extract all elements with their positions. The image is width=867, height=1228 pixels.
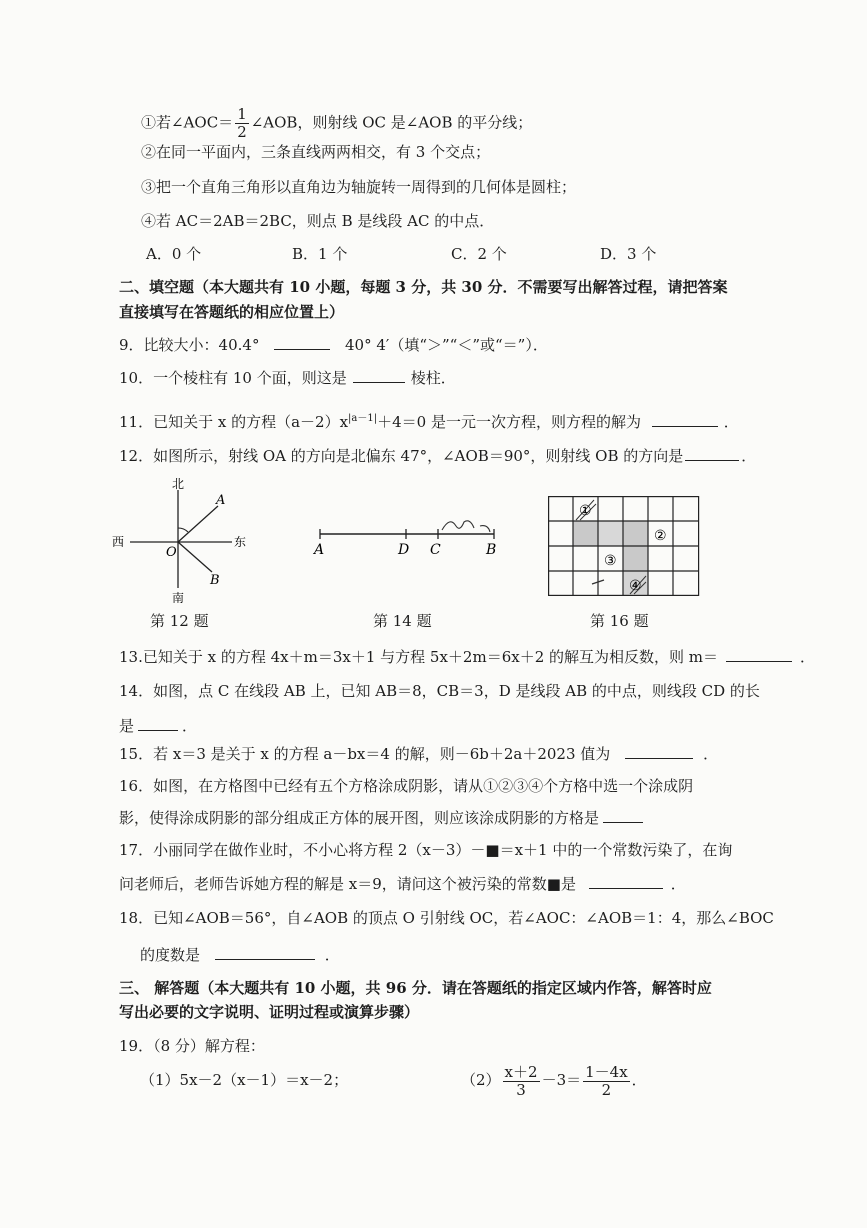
point-b-label: B: [210, 573, 220, 588]
question-14: 14．如图，点 C 在线段 AB 上，已知 AB＝8，CB＝3，D 是线段 AB 的中点，则线段 CD 的长: [119, 682, 760, 700]
question-15: [119, 744, 718, 764]
question-9-text: 9．比较大小：40.4°: [119, 336, 260, 354]
east-label: 东: [234, 535, 247, 549]
question-11-tail: ．: [723, 413, 739, 431]
section-2-heading-line1: 二、填空题（本大题共有 10 小题，每题 3 分，共 30 分．不需要写出解答过程，请把答案: [119, 278, 728, 296]
figure-14-segment: [308, 512, 508, 562]
question-14-tail: ．: [182, 717, 198, 735]
question-19: 19．（8 分）解方程：: [119, 1037, 265, 1055]
grid-lines: [548, 496, 699, 596]
question-11: [119, 409, 739, 432]
shaded-cell: [623, 546, 648, 571]
option-b: B．1 个: [292, 245, 348, 263]
part2-label: （2）: [461, 1071, 501, 1089]
answer-blank-9[interactable]: [274, 335, 330, 350]
north-label: 北: [172, 477, 185, 491]
point-a-label: A: [216, 493, 226, 508]
question-19-part1: （1）5x－2（x－1）＝x－2；: [140, 1071, 349, 1089]
pencil-scribble: [442, 521, 490, 532]
question-15-tail: ．: [703, 745, 719, 763]
question-18: 18．已知∠AOB＝56°，自∠AOB 的顶点 O 引射线 OC，若∠AOC：∠AOB＝1：4，那么∠BOC: [119, 909, 774, 927]
fraction-numerator: 1: [237, 105, 247, 123]
answer-blank-12[interactable]: [685, 446, 739, 461]
answer-blank-15[interactable]: [625, 744, 693, 759]
question-11-exponent: |a－1|: [348, 413, 378, 424]
cell-label-4: ④: [629, 578, 642, 594]
question-17: 17．小丽同学在做作业时，不小心将方程 2（x－3）－■＝x＋1 中的一个常数污染了，在询: [119, 841, 733, 859]
answer-blank-13[interactable]: [726, 647, 792, 662]
fraction-1: [503, 1064, 540, 1099]
figure-12-caption: 第 12 题: [150, 612, 209, 630]
figure-16-caption: 第 16 题: [590, 612, 649, 630]
answer-blank-17[interactable]: [589, 874, 663, 889]
point-d-label: D: [398, 542, 410, 558]
answer-blank-14[interactable]: [138, 716, 178, 731]
cell-label-2: ②: [654, 528, 667, 544]
fraction-denominator: 2: [237, 123, 247, 141]
question-16-cont: [119, 808, 647, 828]
south-label: 南: [172, 591, 185, 605]
question-13-text: 13.已知关于 x 的方程 4x＋m＝3x＋1 与方程 5x＋2m＝6x＋2 的解互为相反数，则 m＝: [119, 648, 719, 666]
question-16-text: 影，使得涂成阴影的部分组成正方体的展开图，则应该涂成阴影的方格是: [119, 809, 600, 827]
question-16: 16．如图，在方格图中已经有五个方格涂成阴影，请从①②③④个方格中选一个涂成阴: [119, 777, 694, 795]
question-14-text: 是: [119, 717, 135, 735]
question-10-text: 10．一个棱柱有 10 个面，则这是: [119, 369, 347, 387]
ray-oa: [178, 506, 218, 542]
question-17-text: 问老师后，老师告诉她方程的解是 x＝9，请问这个被污染的常数■是: [119, 875, 576, 893]
section-2-heading-line2: 直接填写在答题纸的相应位置上）: [119, 303, 345, 321]
statement-3: ③把一个直角三角形以直角边为轴旋转一周得到的几何体是圆柱；: [141, 178, 577, 196]
question-18-cont: [140, 945, 340, 965]
west-label: 西: [112, 535, 125, 549]
answer-blank-11[interactable]: [652, 412, 718, 427]
section-3-heading-line2: 写出必要的文字说明、证明过程或演算步骤）: [119, 1003, 420, 1021]
part2-end: ．: [631, 1071, 647, 1089]
figure-16-grid: [548, 496, 702, 596]
fraction-half: [235, 106, 249, 141]
statement-1-prefix: ①若∠AOC＝: [141, 113, 234, 132]
question-13-tail: ．: [800, 648, 816, 666]
fraction-1-numerator: x＋2: [504, 1062, 538, 1081]
question-12-tail: ．: [741, 447, 757, 465]
shaded-cell: [573, 521, 598, 546]
statement-1-suffix: ∠AOB，则射线 OC 是∠AOB 的平分线；: [250, 113, 533, 132]
option-c: C．2 个: [451, 245, 507, 263]
question-11-text: 11．已知关于 x 的方程（a－2）x: [119, 413, 349, 431]
question-13: [119, 647, 815, 667]
fraction-2: [583, 1064, 630, 1099]
part2-middle: －3＝: [541, 1071, 582, 1089]
question-15-text: 15．若 x＝3 是关于 x 的方程 a－bx＝4 的解，则－6b＋2a＋2023 值为: [119, 745, 611, 763]
question-19-part2: [461, 1060, 647, 1100]
answer-blank-16[interactable]: [603, 808, 643, 823]
option-d: D．3 个: [600, 245, 657, 263]
question-14-cont: [119, 716, 197, 736]
question-11-mid: ＋4＝0 是一元一次方程，则方程的解为: [377, 413, 641, 431]
fraction-2-denominator: 2: [601, 1080, 612, 1099]
answer-blank-18[interactable]: [215, 945, 315, 960]
question-18-text: 的度数是: [140, 946, 201, 964]
section-3-heading-line1: 三、 解答题（本大题共有 10 小题，共 96 分．请在答题纸的指定区域内作答，解答时应: [119, 979, 712, 997]
cell-label-1: ①: [579, 503, 592, 519]
point-a-label: A: [314, 542, 325, 558]
question-10-tail: 棱柱．: [410, 369, 456, 387]
answer-blank-10[interactable]: [353, 368, 405, 383]
option-a: A．0 个: [146, 245, 202, 263]
statement-4: ④若 AC＝2AB＝2BC，则点 B 是线段 AC 的中点．: [141, 212, 495, 230]
fraction-2-numerator: 1－4x: [585, 1062, 628, 1081]
point-c-label: C: [430, 542, 441, 558]
ray-ob: [178, 542, 212, 572]
question-17-cont: [119, 874, 686, 894]
question-9-tail: 40° 4′（填“＞”“＜”或“＝”）．: [345, 336, 548, 354]
statement-1: [141, 106, 532, 141]
statement-2: ②在同一平面内，三条直线两两相交，有 3 个交点；: [141, 143, 491, 161]
cell-label-3: ③: [604, 553, 617, 569]
shaded-cell: [623, 521, 648, 546]
question-10: [119, 368, 456, 388]
point-o-label: O: [166, 545, 177, 560]
point-b-label: B: [486, 542, 497, 558]
question-12: [119, 446, 756, 466]
angle-arc: [178, 528, 188, 532]
shaded-cell: [598, 521, 623, 546]
question-18-tail: ．: [324, 946, 340, 964]
figure-14-caption: 第 14 题: [373, 612, 432, 630]
figure-12-compass: [110, 476, 260, 606]
fraction-1-denominator: 3: [516, 1080, 526, 1099]
question-17-tail: ．: [670, 875, 686, 893]
question-9: [119, 335, 548, 355]
question-12-text: 12．如图所示，射线 OA 的方向是北偏东 47°，∠AOB＝90°，则射线 OB 的方向是: [119, 447, 684, 465]
